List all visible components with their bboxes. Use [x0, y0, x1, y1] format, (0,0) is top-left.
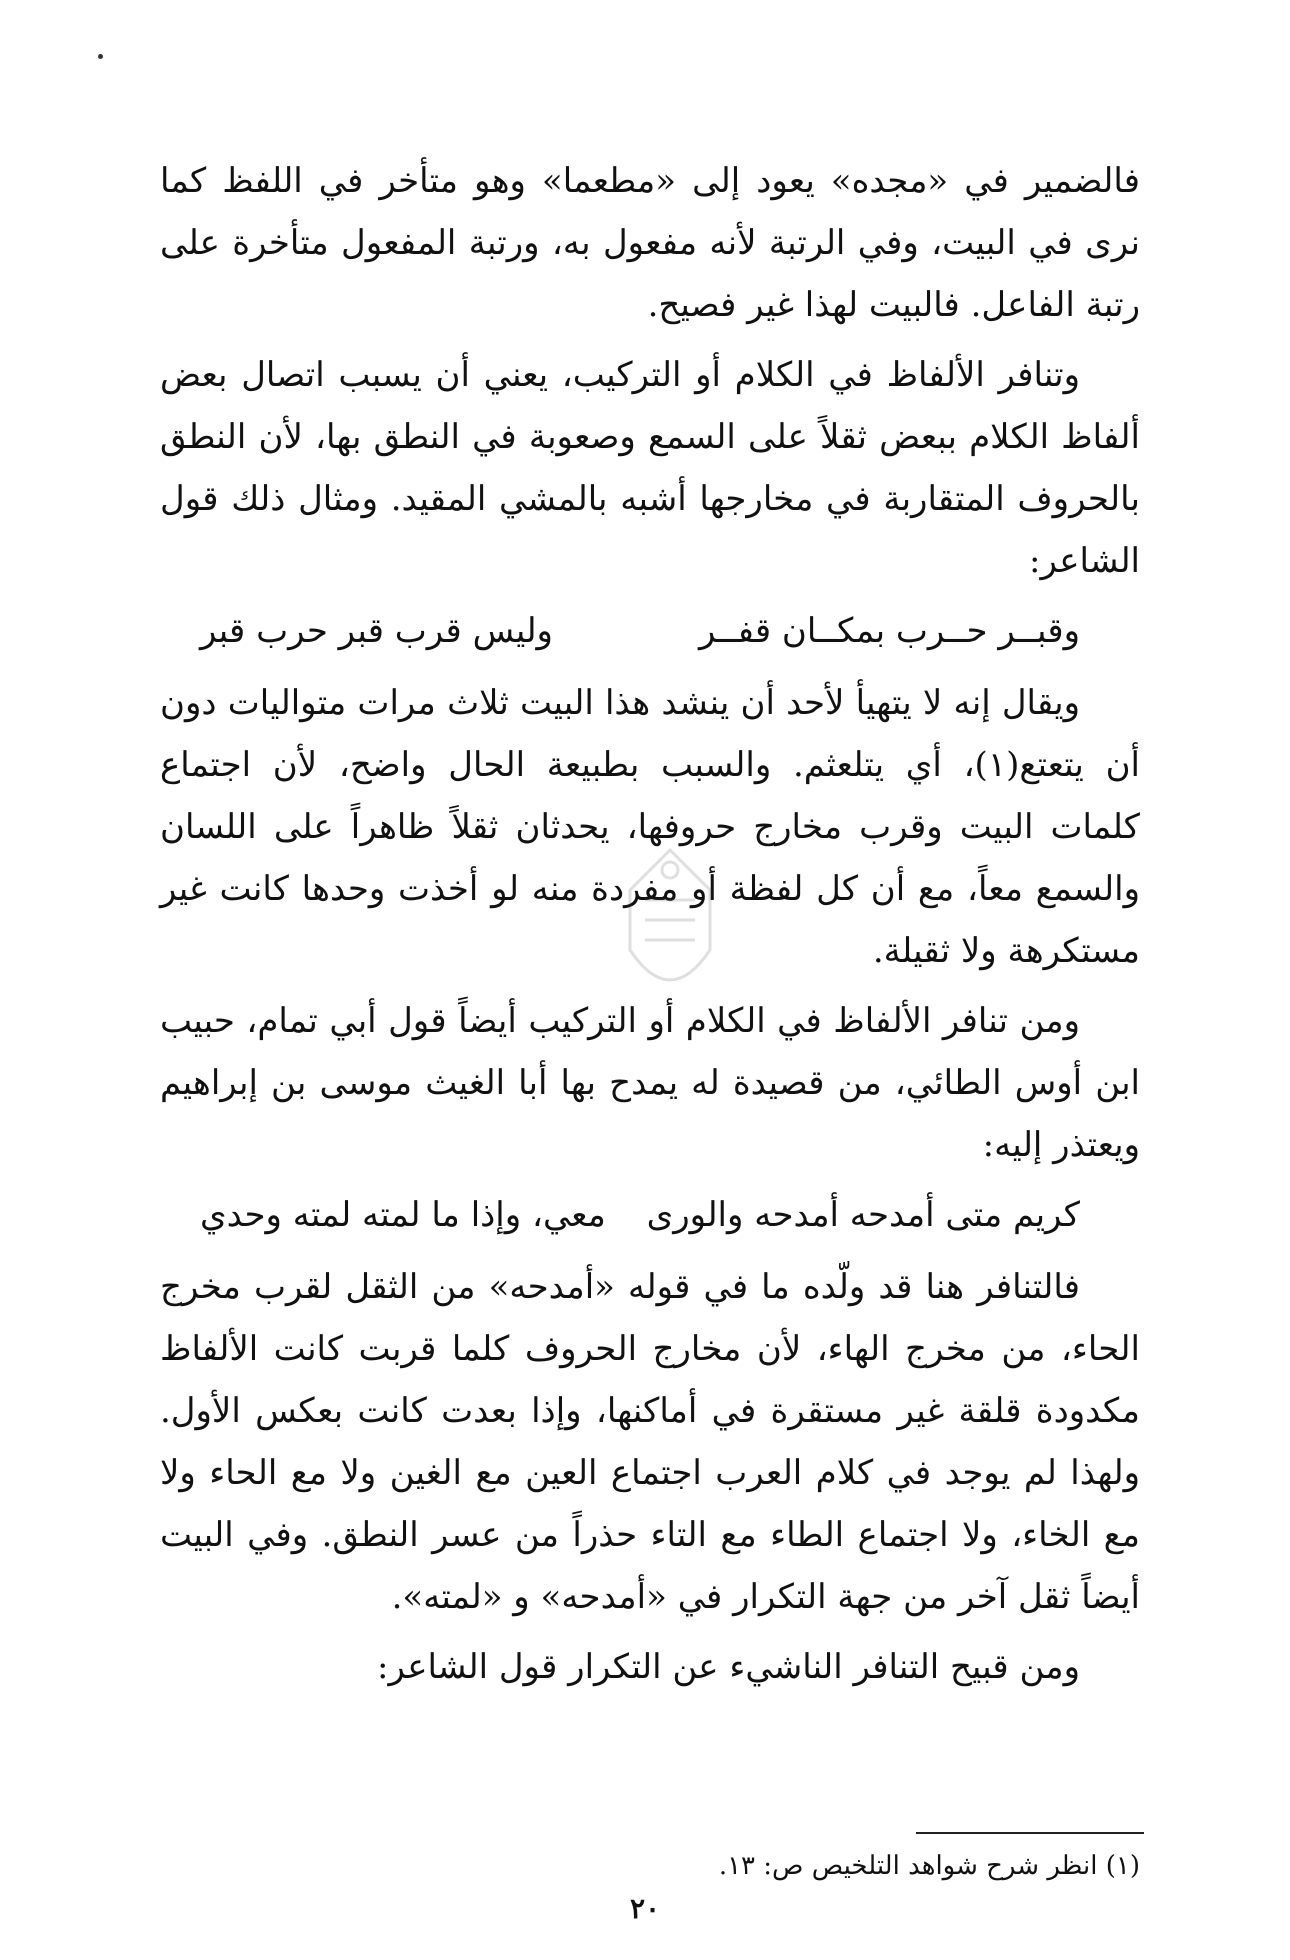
verse-2-first-hemistich: كريم متى أمدحه أمدحه والورى — [646, 1195, 1080, 1235]
footnote: (١) انظر شرح شواهد التلخيص ص: ١٣. — [718, 1851, 1140, 1881]
verse-1-first-hemistich: وقبــر حــرب بمكــان قفــر — [698, 611, 1080, 651]
footnote-divider — [916, 1832, 1144, 1834]
paragraph-5: فالتنافر هنا قد ولّده ما في قوله «أمدحه» من الثقل لقرب مخرج الحاء، من مخرج الهاء، لأن مخارج الحروف كلما قربت كانت الألفاظ مكدودة قلقة غير مستقرة في أماكنها، وإذا بعدت كانت بعكس الأول. ولهذا لم يوجد في كلام العرب اجتماع العين مع الغين ولا مع الحاء ولا مع الخاء، ولا اجتماع الطاء مع التاء حذراً من عسر النطق. وفي البيت أيضاً ثقل آخر من جهة التكرار في «أمدحه» و «لمته». — [160, 1267, 1140, 1617]
paragraph-6: ومن قبيح التنافر الناشيء عن التكرار قول الشاعر: — [377, 1647, 1080, 1687]
library-stamp-watermark — [560, 830, 780, 1050]
paragraph-4: ومن تنافر الألفاظ في الكلام أو التركيب أيضاً قول أبي تمام، حبيب ابن أوس الطائي، من قصيدة له يمدح بها أبا الغيث موسى بن إبراهيم ويعتذر إليه: — [160, 1001, 1140, 1165]
paragraph-2: وتنافر الألفاظ في الكلام أو التركيب، يعني أن يسبب اتصال بعض ألفاظ الكلام ببعض ثقلاً على السمع وصعوبة في النطق بها، لأن النطق بالحروف المتقاربة في مخارجها أشبه بالمشي المقيد. ومثال ذلك قول الشاعر: — [160, 355, 1140, 581]
paragraph-3: ويقال إنه لا يتهيأ لأحد أن ينشد هذا البيت ثلاث مرات متواليات دون أن يتعتع(١)، أي يتلعثم. والسبب بطبيعة الحال واضح، لأن اجتماع كلمات البيت وقرب مخارج حروفها، يحدثان ثقلاً ظاهراً على اللسان والسمع معاً، مع أن كل لفظة أو مفردة منه لو أخذت وحدها كانت غير مستكرهة ولا ثقيلة. — [160, 683, 1140, 971]
verse-2 — [160, 1184, 1140, 1246]
verse-2-second-hemistich: معي، وإذا ما لمته لمته وحدي — [200, 1195, 606, 1235]
page-number: ٢٠ — [629, 1892, 661, 1925]
paragraph-1: فالضمير في «مجده» يعود إلى «مطعما» وهو متأخر في اللفظ كما نرى في البيت، وفي الرتبة لأنه مفعول به، ورتبة المفعول متأخرة على رتبة الفاعل. فالبيت لهذا غير فصيح. — [160, 161, 1140, 325]
verse-1 — [160, 600, 1140, 662]
verse-1-second-hemistich: وليس قرب قبر حرب قبر — [200, 611, 553, 651]
scan-speck — [98, 54, 103, 59]
